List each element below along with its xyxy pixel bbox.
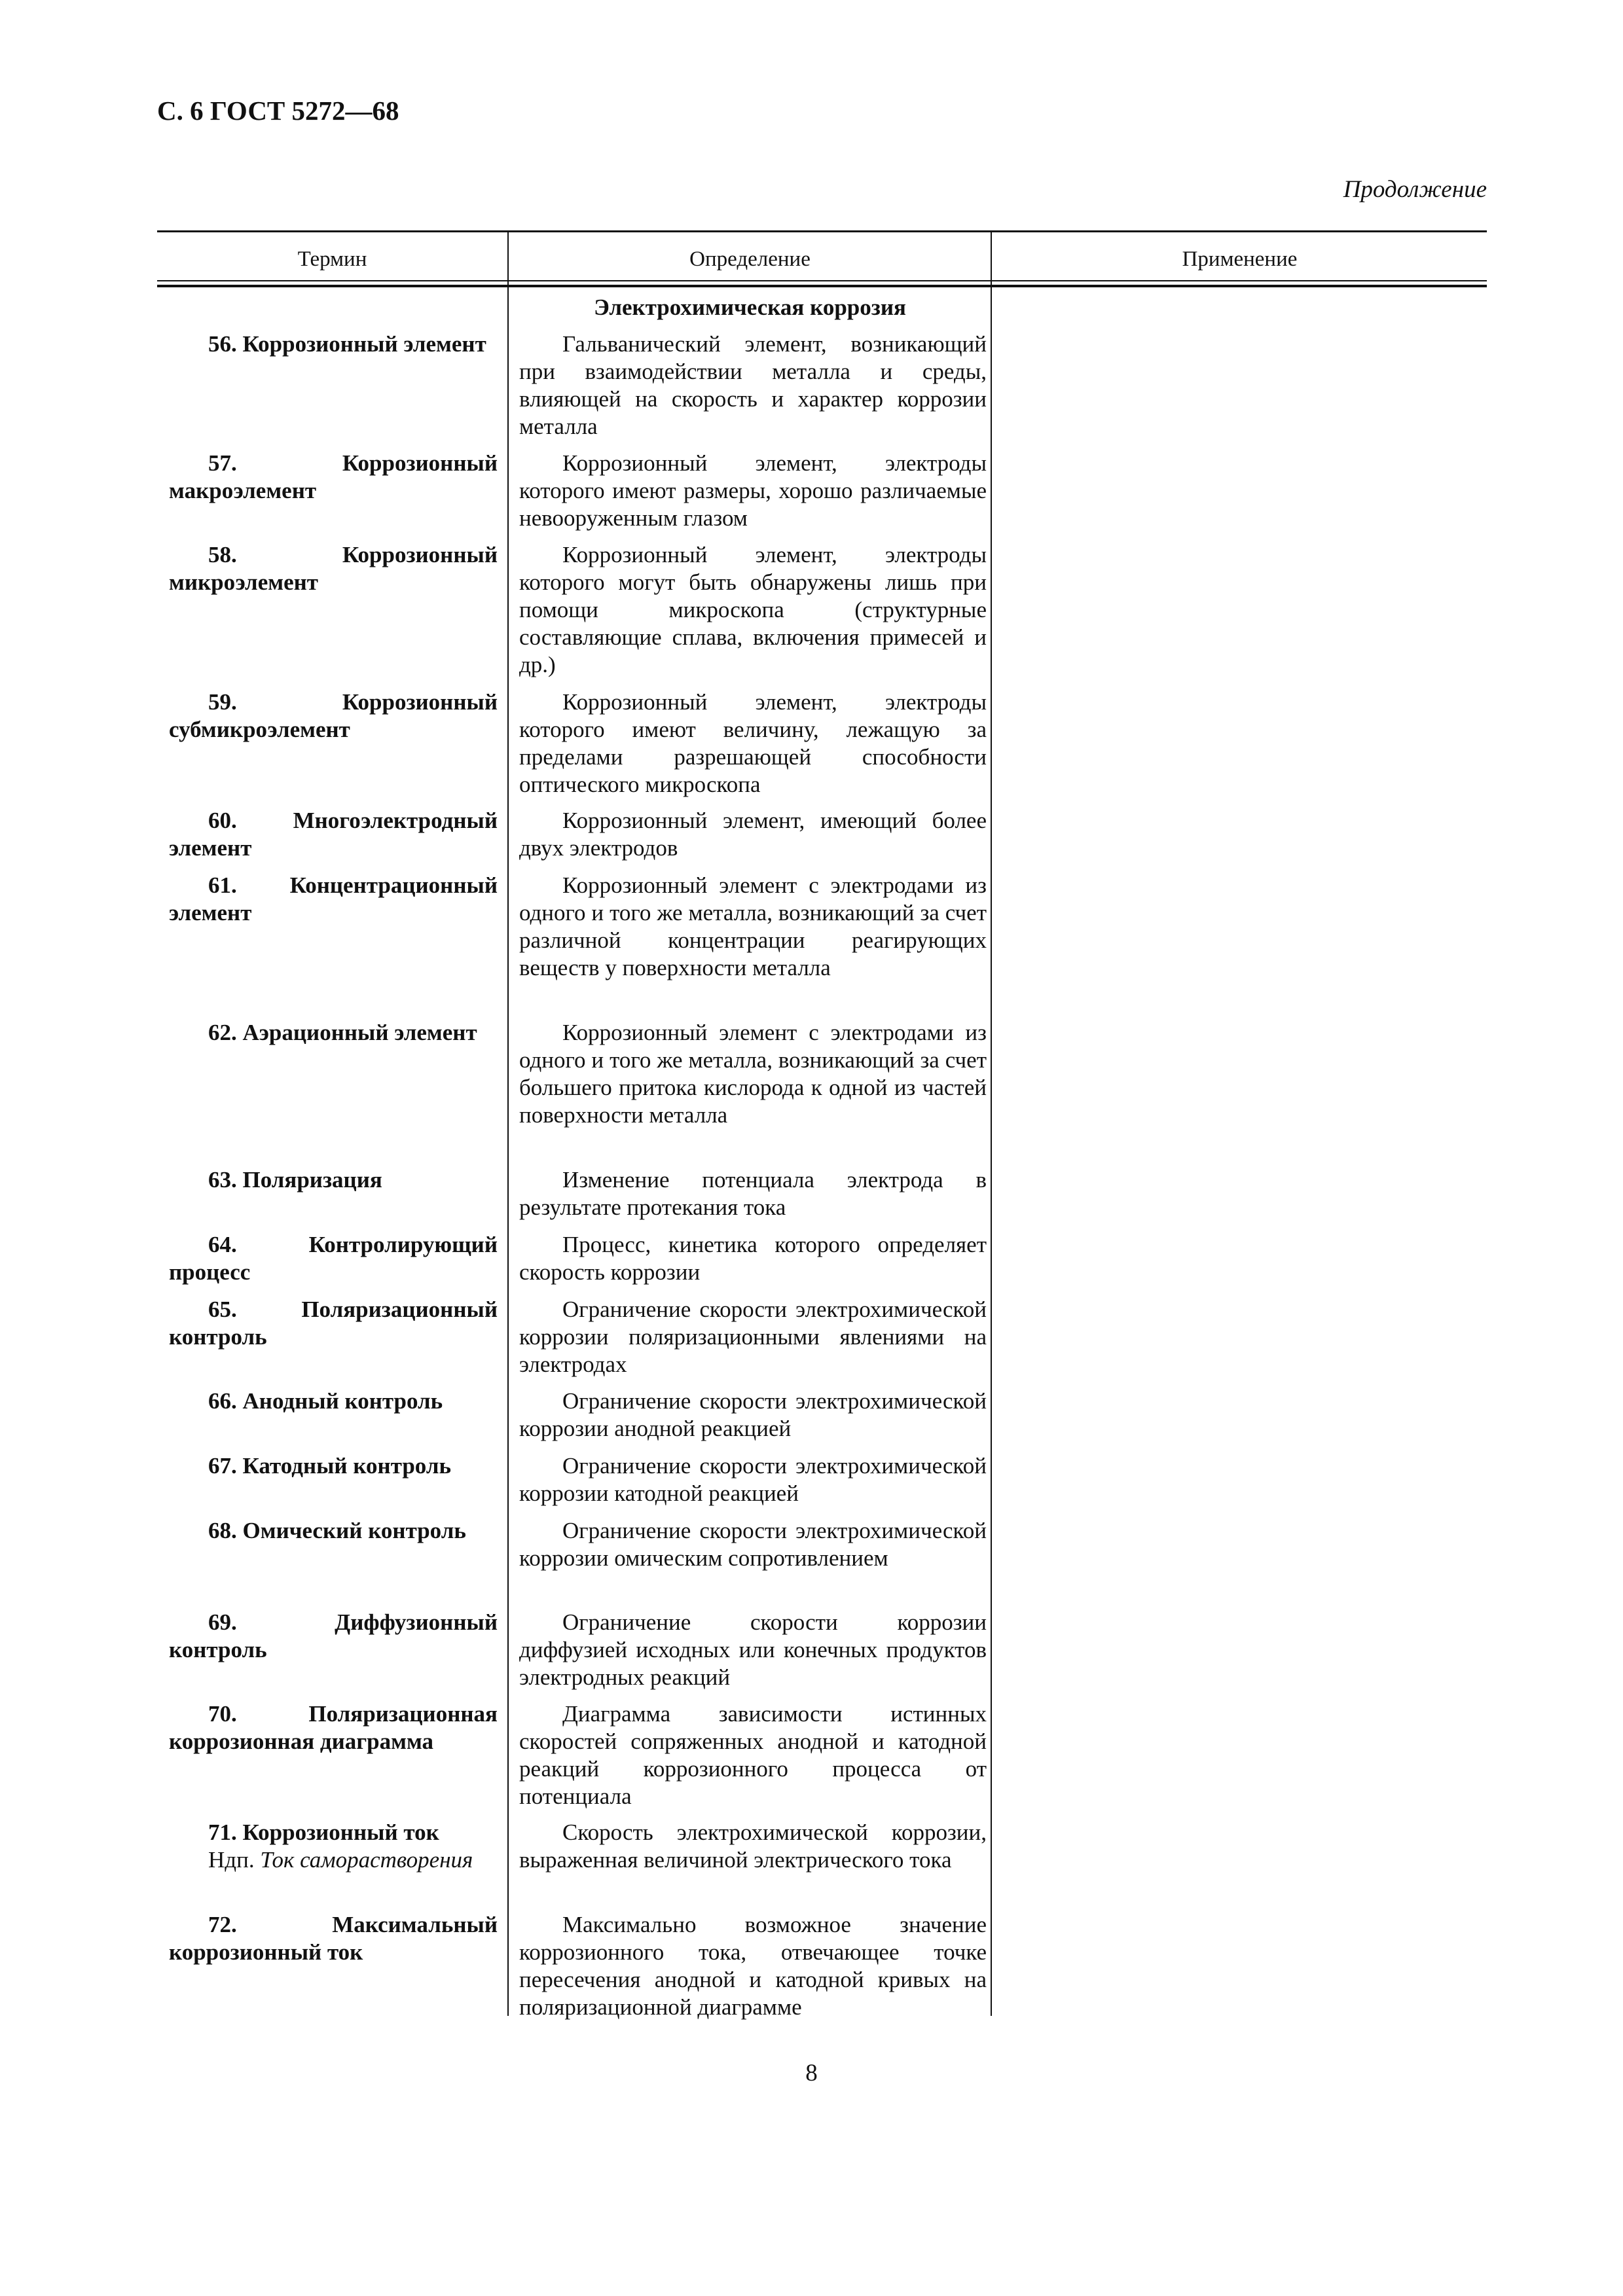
definition: Коррозионный элемент, имеющий более двух электродов	[519, 808, 987, 861]
definition: Гальванический элемент, возникающий при взаимодействии металла и среды, влияющей на скорость и характер коррозии металла	[519, 331, 987, 439]
table-header-rule-double	[157, 285, 1487, 287]
definition: Скорость электрохимической коррозии, выраженная величиной электрического тока	[519, 1820, 987, 1873]
definition: Ограничение скорости электрохимической коррозии поляризационными явлениями на электродах	[519, 1297, 987, 1377]
definition: Коррозионный элемент, электроды которого могут быть обнаружены лишь при помощи микроскопа (структурные составляющие сплава, включения примесей и др.)	[519, 542, 987, 677]
table-header-rule	[157, 280, 1487, 281]
continuation-label: Продолжение	[1343, 176, 1487, 203]
definition: Коррозионный элемент, электроды которого имеют размеры, хорошо различаемые невооруженным глазом	[519, 450, 987, 531]
definition: Ограничение скорости коррозии диффузией исходных или конечных продуктов электродных реакций	[519, 1609, 987, 1690]
page-header: С. 6 ГОСТ 5272—68	[157, 96, 399, 126]
term	[169, 1819, 498, 1874]
term: 70. Поляризационная коррозионная диаграмма	[169, 1701, 498, 1754]
term: 63. Поляризация	[208, 1167, 382, 1193]
table-header-definition: Определение	[689, 247, 811, 271]
term: 59. Коррозионный субмикроэлемент	[169, 689, 498, 742]
column-divider-1	[507, 286, 509, 2016]
term: 60. Многоэлектродный элемент	[169, 808, 498, 861]
term: 65. Поляризационный контроль	[169, 1297, 498, 1350]
header-divider-2	[991, 230, 992, 286]
term: 62. Аэрационный элемент	[208, 1020, 477, 1045]
term: 64. Контролирующий процесс	[169, 1232, 498, 1285]
page-number: 8	[805, 2060, 818, 2087]
term: 61. Концентрационный элемент	[169, 872, 498, 925]
table-header-application: Применение	[1182, 247, 1298, 271]
table-top-rule	[157, 230, 1487, 232]
definition: Коррозионный элемент с электродами из одного и того же металла, возникающий за счет большего притока кислорода к одной из частей поверхности металла	[519, 1020, 987, 1128]
definition: Изменение потенциала электрода в результате протекания тока	[519, 1167, 987, 1220]
definition: Ограничение скорости электрохимической коррозии омическим сопротивлением	[519, 1518, 987, 1571]
term: 69. Диффузионный контроль	[169, 1609, 498, 1662]
term: 72. Максимальный коррозионный ток	[169, 1912, 498, 1965]
table-header-term: Термин	[297, 247, 367, 271]
definition: Коррозионный элемент с электродами из одного и того же металла, возникающий за счет различной концентрации реагирующих веществ у поверхности металла	[519, 872, 987, 980]
definition: Ограничение скорости электрохимической коррозии катодной реакцией	[519, 1453, 987, 1506]
term: 68. Омический контроль	[208, 1518, 466, 1543]
definition: Максимально возможное значение коррозионного тока, отвечающее точке пересечения анодной и катодной кривых на поляризационной диаграмме	[519, 1912, 987, 2020]
term: 66. Анодный контроль	[208, 1388, 443, 1414]
deprecated-term	[169, 1846, 498, 1874]
deprecated-prefix: Ндп.	[208, 1847, 255, 1873]
term: 57. Коррозионный макроэлемент	[169, 450, 498, 503]
definition: Диаграмма зависимости истинных скоростей сопряженных анодной и катодной реакций коррозионного процесса от потенциала	[519, 1701, 987, 1809]
term: 56. Коррозионный элемент	[208, 331, 486, 357]
deprecated-term-name: Ток саморастворения	[260, 1847, 473, 1873]
definition: Ограничение скорости электрохимической коррозии анодной реакцией	[519, 1388, 987, 1441]
definition: Коррозионный элемент, электроды которого имеют величину, лежащую за пределами разрешающей способности оптического микроскопа	[519, 689, 987, 797]
header-divider-1	[507, 230, 509, 286]
term: 58. Коррозионный микроэлемент	[169, 542, 498, 595]
definition: Процесс, кинетика которого определяет скорость коррозии	[519, 1232, 987, 1285]
section-title: Электрохимическая коррозия	[594, 295, 906, 320]
term: 67. Катодный контроль	[208, 1453, 451, 1479]
column-divider-2	[991, 286, 992, 2016]
term-name: 71. Коррозионный ток	[208, 1820, 439, 1845]
